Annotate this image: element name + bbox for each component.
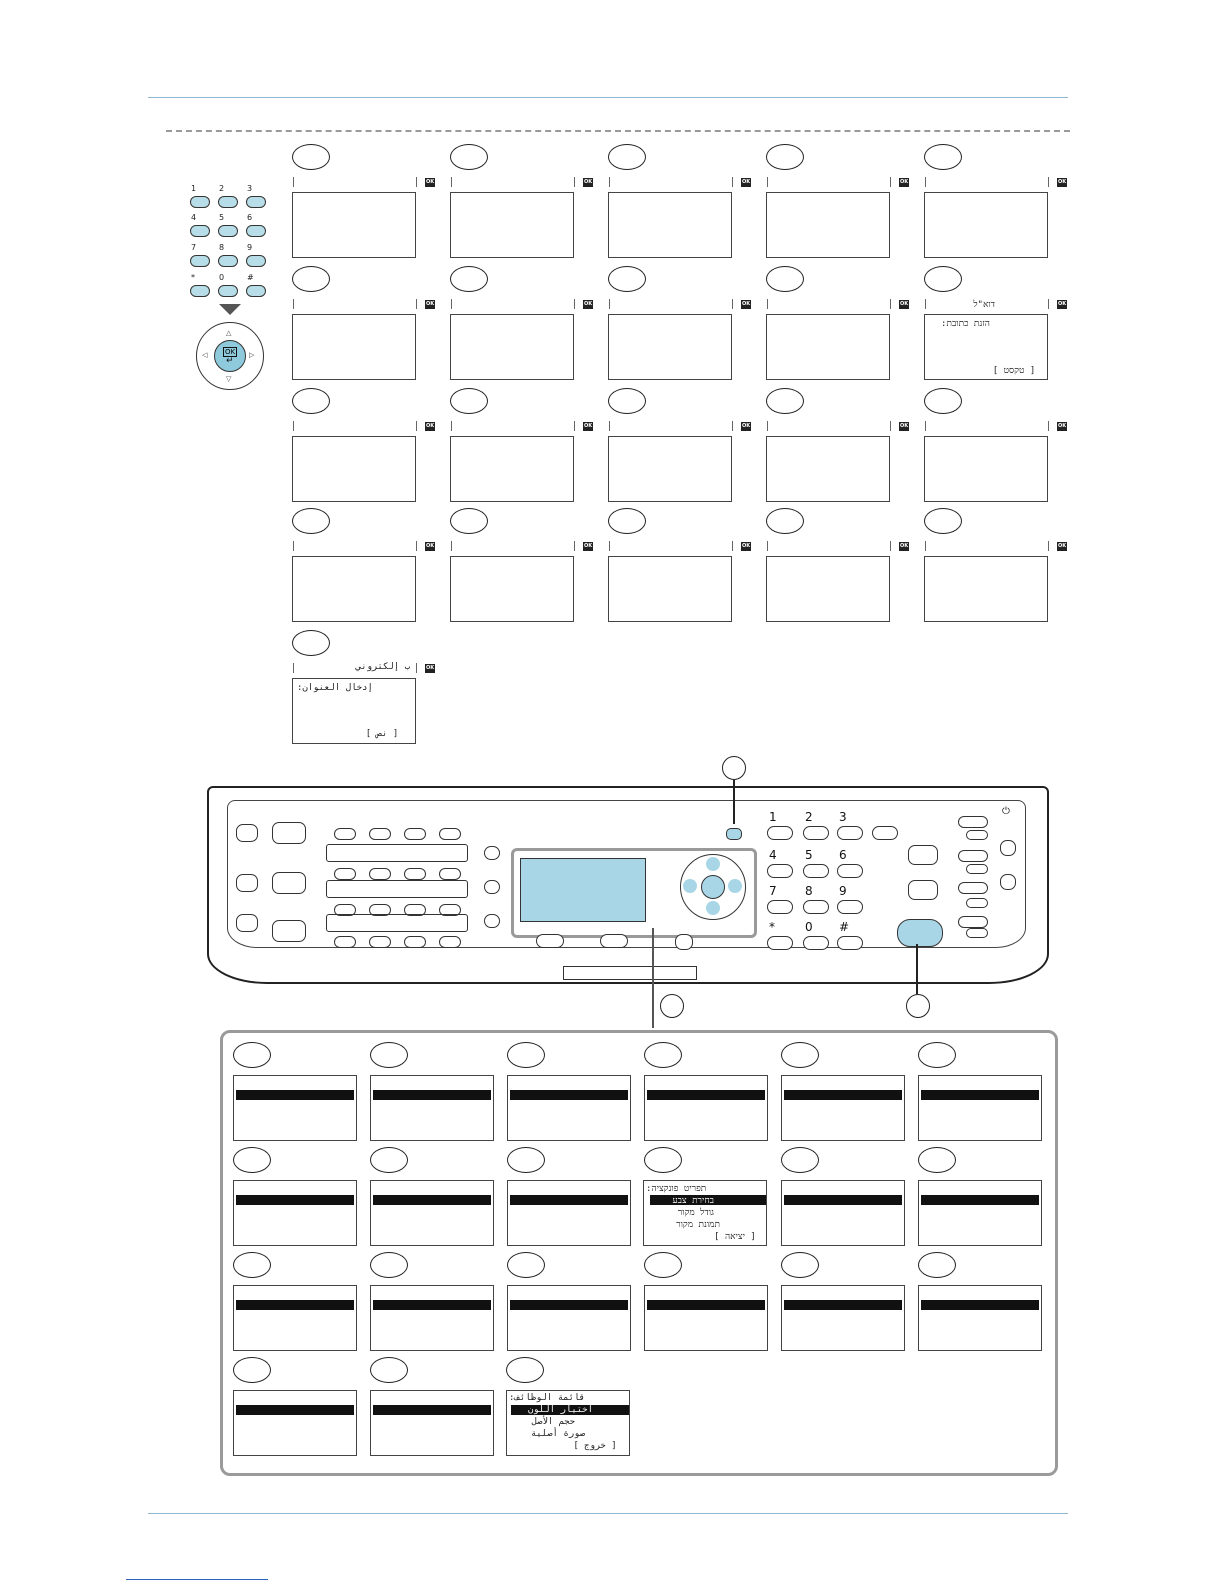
lcd-screen: [450, 556, 574, 622]
keypad-key: [218, 196, 238, 208]
lcd-screen: [608, 556, 732, 622]
hebrew-menu-item-2: גודל מקור: [677, 1208, 714, 1218]
panel-side-key: [1000, 874, 1016, 890]
ok-icon: OK: [741, 179, 751, 185]
keypad-label: 6: [247, 213, 253, 222]
panel-num-label: 7: [769, 884, 777, 898]
callout-line: [916, 944, 918, 994]
step-circle: [924, 388, 962, 414]
step-circle: [450, 144, 488, 170]
lcd-screen: [766, 314, 890, 380]
hebrew-menu-item-1: בחירת צבע: [672, 1196, 714, 1206]
lcd-screen: [924, 556, 1048, 622]
one-touch-strip: [326, 844, 468, 862]
one-touch-key: [404, 828, 426, 840]
step-circle: [233, 1357, 271, 1383]
panel-num-label: #: [839, 920, 850, 934]
menu-highlight: [373, 1405, 491, 1415]
panel-num-key: [837, 900, 863, 914]
step-circle: [924, 266, 962, 292]
title-bar-tick: [293, 663, 294, 673]
menu-screen: [233, 1390, 357, 1456]
step-circle: [506, 1357, 544, 1383]
step-circle: [924, 144, 962, 170]
step-circle: [781, 1042, 819, 1068]
menu-screen: [507, 1075, 631, 1141]
lcd-screen: [292, 436, 416, 502]
panel-num-key: [767, 900, 793, 914]
title-bar-tick: [1048, 177, 1049, 187]
hebrew-email-line: הזנת כתובת:: [941, 319, 990, 329]
menu-highlight: [784, 1090, 902, 1100]
step-circle: [766, 508, 804, 534]
step-circle: [781, 1252, 819, 1278]
lcd-screen: [608, 192, 732, 258]
header-rule: [148, 97, 1068, 98]
program-key-small: [966, 928, 988, 938]
keypad-key: [190, 285, 210, 297]
step-circle: [608, 144, 646, 170]
step-circle: [507, 1147, 545, 1173]
step-circle: [370, 1147, 408, 1173]
panel-num-label: 0: [805, 920, 813, 934]
program-key-small: [966, 830, 988, 840]
panel-num-key: [803, 826, 829, 840]
lcd-screen: [766, 192, 890, 258]
step-circle: [450, 266, 488, 292]
title-bar-tick: [925, 541, 926, 551]
title-bar-tick: [1048, 421, 1049, 431]
panel-side-key: [272, 920, 306, 942]
menu-highlight: [784, 1300, 902, 1310]
down-triangle-icon: [219, 304, 241, 315]
keypad-key: [246, 285, 266, 297]
footer-link-underline: [126, 1579, 268, 1580]
step-circle: [766, 388, 804, 414]
lcd-screen: [292, 314, 416, 380]
step-circle: [370, 1042, 408, 1068]
step-circle: [233, 1147, 271, 1173]
menu-screen: [233, 1075, 357, 1141]
title-bar-tick: [451, 177, 452, 187]
menu-highlight: [921, 1300, 1039, 1310]
callout-start: [906, 994, 930, 1018]
hebrew-menu-title: תפריט פונקציה:: [646, 1184, 707, 1194]
arabic-email-softkey: [ نص ]: [365, 729, 399, 739]
step-circle: [370, 1252, 408, 1278]
one-touch-key: [369, 828, 391, 840]
panel-num-label: *: [769, 920, 775, 934]
arabic-menu-softkey: [ خروج ]: [573, 1441, 617, 1451]
one-touch-key: [439, 868, 461, 880]
one-touch-key: [439, 936, 461, 948]
title-bar-tick: [574, 299, 575, 309]
menu-screen: [918, 1285, 1042, 1351]
panel-num-key: [803, 900, 829, 914]
one-touch-key: [404, 936, 426, 948]
panel-num-label: 3: [839, 810, 847, 824]
step-circle: [370, 1357, 408, 1383]
lcd-screen: [608, 436, 732, 502]
hebrew-email-softkey: [ טקסט ]: [992, 366, 1036, 376]
step-circle: [644, 1252, 682, 1278]
menu-highlight: [236, 1090, 354, 1100]
one-touch-key: [439, 828, 461, 840]
keypad-key: [246, 255, 266, 267]
soft-key: [600, 934, 628, 948]
title-bar-tick: [767, 299, 768, 309]
lcd-screen: [450, 192, 574, 258]
lcd-screen: [608, 314, 732, 380]
lcd-screen: [292, 556, 416, 622]
ok-icon: OK: [899, 543, 909, 549]
title-bar-tick: [451, 421, 452, 431]
panel-side-key: [236, 824, 258, 842]
panel-round-key: [484, 846, 500, 860]
menu-highlight: [510, 1090, 628, 1100]
start-button: [897, 919, 943, 947]
menu-highlight: [373, 1195, 491, 1205]
arabic-email-line: إدخال العنوان:: [297, 683, 373, 693]
arabic-email-screen: [292, 678, 416, 744]
menu-highlight: [236, 1405, 354, 1415]
program-key-small: [966, 864, 988, 874]
title-bar-tick: [609, 421, 610, 431]
title-bar-tick: [451, 299, 452, 309]
step-circle: [450, 388, 488, 414]
title-bar-tick: [293, 177, 294, 187]
reset-key: [908, 845, 938, 865]
step-circle: [292, 144, 330, 170]
ok-icon: OK: [741, 423, 751, 429]
step-circle: [608, 508, 646, 534]
ok-label: OK: [225, 348, 236, 356]
menu-highlight: [784, 1195, 902, 1205]
title-bar-tick: [767, 177, 768, 187]
hebrew-menu-item-3: תמונת מקור: [676, 1220, 720, 1230]
step-circle: [766, 144, 804, 170]
panel-key-extra: [872, 826, 898, 840]
title-bar-tick: [574, 177, 575, 187]
step-circle: [608, 266, 646, 292]
ok-icon: OK: [425, 301, 435, 307]
left-arrow-icon: ◁: [202, 351, 208, 359]
keypad-key: [190, 196, 210, 208]
menu-screen: [918, 1180, 1042, 1246]
lcd-screen: [924, 192, 1048, 258]
panel-round-key: [484, 880, 500, 894]
keypad-key: [246, 196, 266, 208]
one-touch-key: [369, 868, 391, 880]
lcd-screen: [292, 192, 416, 258]
one-touch-key: [334, 828, 356, 840]
callout-function-key: [722, 756, 746, 780]
ok-icon: OK: [741, 301, 751, 307]
step-circle: [644, 1147, 682, 1173]
arabic-function-menu: [506, 1390, 630, 1456]
program-key: [958, 916, 988, 928]
step-circle: [292, 266, 330, 292]
ok-icon: OK: [425, 423, 435, 429]
keypad-label: 3: [247, 184, 253, 193]
title-bar-tick: [293, 421, 294, 431]
menu-screen: [233, 1180, 357, 1246]
one-touch-strip: [326, 914, 468, 932]
menu-screen: [233, 1285, 357, 1351]
panel-side-key: [272, 822, 306, 844]
title-bar-tick: [416, 177, 417, 187]
step-circle: [608, 388, 646, 414]
hebrew-email-title: דוא"ל: [973, 300, 995, 310]
arabic-menu-title: قائمة الوظائف:: [509, 1393, 585, 1403]
menu-screen: [781, 1180, 905, 1246]
ok-icon: OK: [583, 423, 593, 429]
keypad-label: 7: [191, 243, 197, 252]
menu-highlight: [373, 1300, 491, 1310]
panel-num-label: 5: [805, 848, 813, 862]
callout-display: [660, 994, 684, 1018]
lcd-screen: [766, 436, 890, 502]
ok-icon: OK: [1057, 423, 1067, 429]
menu-highlight: [647, 1090, 765, 1100]
callout-line: [733, 780, 735, 824]
lcd-screen: [766, 556, 890, 622]
menu-highlight: [510, 1300, 628, 1310]
title-bar-tick: [574, 541, 575, 551]
menu-screen: [781, 1075, 905, 1141]
ok-icon: OK: [899, 179, 909, 185]
soft-key: [536, 934, 564, 948]
menu-highlight: [647, 1300, 765, 1310]
menu-screen: [507, 1285, 631, 1351]
ok-icon: OK: [1057, 301, 1067, 307]
keypad-key: [218, 285, 238, 297]
keypad-label: #: [247, 273, 254, 282]
program-key-small: [966, 898, 988, 908]
menu-screen: [644, 1285, 768, 1351]
keypad-key: [218, 225, 238, 237]
arabic-email-title: ب إلكتروني: [355, 662, 410, 672]
keypad-key: [190, 255, 210, 267]
arabic-menu-item-2: حجم الأصل: [531, 1417, 575, 1427]
keypad-label: 0: [219, 273, 225, 282]
panel-num-key: [803, 936, 829, 950]
keypad-label: 2: [219, 184, 225, 193]
panel-side-key: [236, 914, 258, 932]
ok-icon: OK: [425, 543, 435, 549]
panel-num-label: 8: [805, 884, 813, 898]
title-bar-tick: [451, 541, 452, 551]
lcd-screen: [450, 314, 574, 380]
step-circle: [918, 1042, 956, 1068]
keypad-key: [218, 255, 238, 267]
menu-screen: [370, 1390, 494, 1456]
panel-num-key: [767, 826, 793, 840]
title-bar-tick: [732, 421, 733, 431]
one-touch-key: [404, 868, 426, 880]
menu-highlight: [236, 1300, 354, 1310]
step-circle: [766, 266, 804, 292]
title-bar-tick: [767, 421, 768, 431]
title-bar-tick: [609, 299, 610, 309]
step-circle: [292, 388, 330, 414]
step-circle: [924, 508, 962, 534]
step-circle: [507, 1252, 545, 1278]
bottom-slot: [563, 966, 697, 980]
step-circle: [292, 508, 330, 534]
panel-side-key: [1000, 840, 1016, 856]
step-circle: [233, 1042, 271, 1068]
function-key-highlight: [726, 828, 742, 840]
hebrew-menu-softkey: [ יציאה ]: [714, 1232, 756, 1242]
menu-screen: [918, 1075, 1042, 1141]
keypad-label: 5: [219, 213, 225, 222]
panel-num-label: 2: [805, 810, 813, 824]
panel-num-label: 4: [769, 848, 777, 862]
keypad-label: 8: [219, 243, 225, 252]
title-bar-tick: [890, 421, 891, 431]
program-key: [958, 816, 988, 828]
menu-screen: [370, 1075, 494, 1141]
right-arrow-icon: ▷: [249, 351, 255, 359]
one-touch-key: [334, 936, 356, 948]
menu-screen: [507, 1180, 631, 1246]
keypad-label: 4: [191, 213, 197, 222]
arabic-menu-item-3: صورة أصلية: [530, 1429, 585, 1439]
ok-icon: OK: [1057, 179, 1067, 185]
menu-highlight: [510, 1195, 628, 1205]
menu-highlight: [921, 1195, 1039, 1205]
title-bar-tick: [925, 421, 926, 431]
direction-pad: [196, 322, 264, 390]
title-bar-tick: [609, 541, 610, 551]
lcd-screen: [450, 436, 574, 502]
title-bar-tick: [416, 663, 417, 673]
panel-num-key: [837, 864, 863, 878]
title-bar-tick: [609, 177, 610, 187]
panel-num-key: [803, 864, 829, 878]
title-bar-tick: [416, 541, 417, 551]
menu-highlight: [236, 1195, 354, 1205]
ok-icon: OK: [583, 179, 593, 185]
panel-round-key: [675, 934, 693, 950]
enter-icon: ↵: [226, 356, 234, 366]
title-bar-tick: [732, 177, 733, 187]
panel-num-key: [767, 864, 793, 878]
step-circle: [233, 1252, 271, 1278]
title-bar-tick: [416, 299, 417, 309]
title-bar-tick: [732, 299, 733, 309]
panel-num-key: [837, 826, 863, 840]
one-touch-key: [369, 936, 391, 948]
ok-icon: OK: [1057, 543, 1067, 549]
panel-right-icon: [728, 879, 742, 893]
panel-ok-button: [701, 875, 725, 899]
ok-icon: OK: [425, 179, 435, 185]
one-touch-strip: [326, 880, 468, 898]
ok-icon: OK: [583, 543, 593, 549]
ok-icon: OK: [899, 301, 909, 307]
panel-num-label: 9: [839, 884, 847, 898]
title-bar-tick: [890, 541, 891, 551]
step-circle: [644, 1042, 682, 1068]
lcd-screen: [924, 436, 1048, 502]
panel-num-key: [837, 936, 863, 950]
panel-round-key: [484, 914, 500, 928]
program-key: [958, 882, 988, 894]
step-circle: [450, 508, 488, 534]
keypad-key: [246, 225, 266, 237]
title-bar-tick: [416, 421, 417, 431]
title-bar-tick: [767, 541, 768, 551]
section-divider: [166, 130, 1070, 132]
step-circle: [918, 1252, 956, 1278]
hebrew-function-menu: [643, 1180, 767, 1246]
up-arrow-icon: △: [226, 329, 232, 337]
title-bar-tick: [1048, 299, 1049, 309]
program-key: [958, 850, 988, 862]
title-bar-tick: [890, 177, 891, 187]
panel-side-key: [236, 874, 258, 892]
step-circle: [292, 630, 330, 656]
panel-num-label: 1: [769, 810, 777, 824]
stop-key: [908, 880, 938, 900]
ok-button: [214, 340, 246, 372]
keypad-label: 1: [191, 184, 197, 193]
title-bar-tick: [890, 299, 891, 309]
title-bar-tick: [925, 299, 926, 309]
title-bar-tick: [925, 177, 926, 187]
panel-direction-pad: [680, 854, 746, 920]
menu-screen: [370, 1285, 494, 1351]
menu-screen: [644, 1075, 768, 1141]
keypad-label: 9: [247, 243, 253, 252]
title-bar-tick: [293, 541, 294, 551]
title-bar-tick: [293, 299, 294, 309]
callout-line: [652, 928, 654, 1028]
keypad-label: *: [191, 273, 195, 282]
step-circle: [781, 1147, 819, 1173]
menu-screen: [781, 1285, 905, 1351]
ok-icon: OK: [741, 543, 751, 549]
ok-icon: OK: [583, 301, 593, 307]
power-icon: ⏻: [1002, 806, 1010, 817]
arabic-menu-item-1: اختيار اللون: [527, 1405, 593, 1415]
menu-highlight: [373, 1090, 491, 1100]
step-circle: [918, 1147, 956, 1173]
step-circle: [507, 1042, 545, 1068]
ok-icon: OK: [899, 423, 909, 429]
panel-side-key: [272, 872, 306, 894]
one-touch-key: [334, 868, 356, 880]
panel-left-icon: [683, 879, 697, 893]
footer-rule: [148, 1513, 1068, 1514]
panel-down-icon: [706, 901, 720, 915]
panel-up-icon: [706, 857, 720, 871]
panel-num-key: [767, 936, 793, 950]
title-bar-tick: [574, 421, 575, 431]
menu-screen: [370, 1180, 494, 1246]
title-bar-tick: [1048, 541, 1049, 551]
ok-icon: OK: [425, 665, 435, 671]
title-bar-tick: [732, 541, 733, 551]
menu-highlight: [921, 1090, 1039, 1100]
panel-num-label: 6: [839, 848, 847, 862]
down-arrow-icon: ▽: [226, 375, 232, 383]
keypad-key: [190, 225, 210, 237]
